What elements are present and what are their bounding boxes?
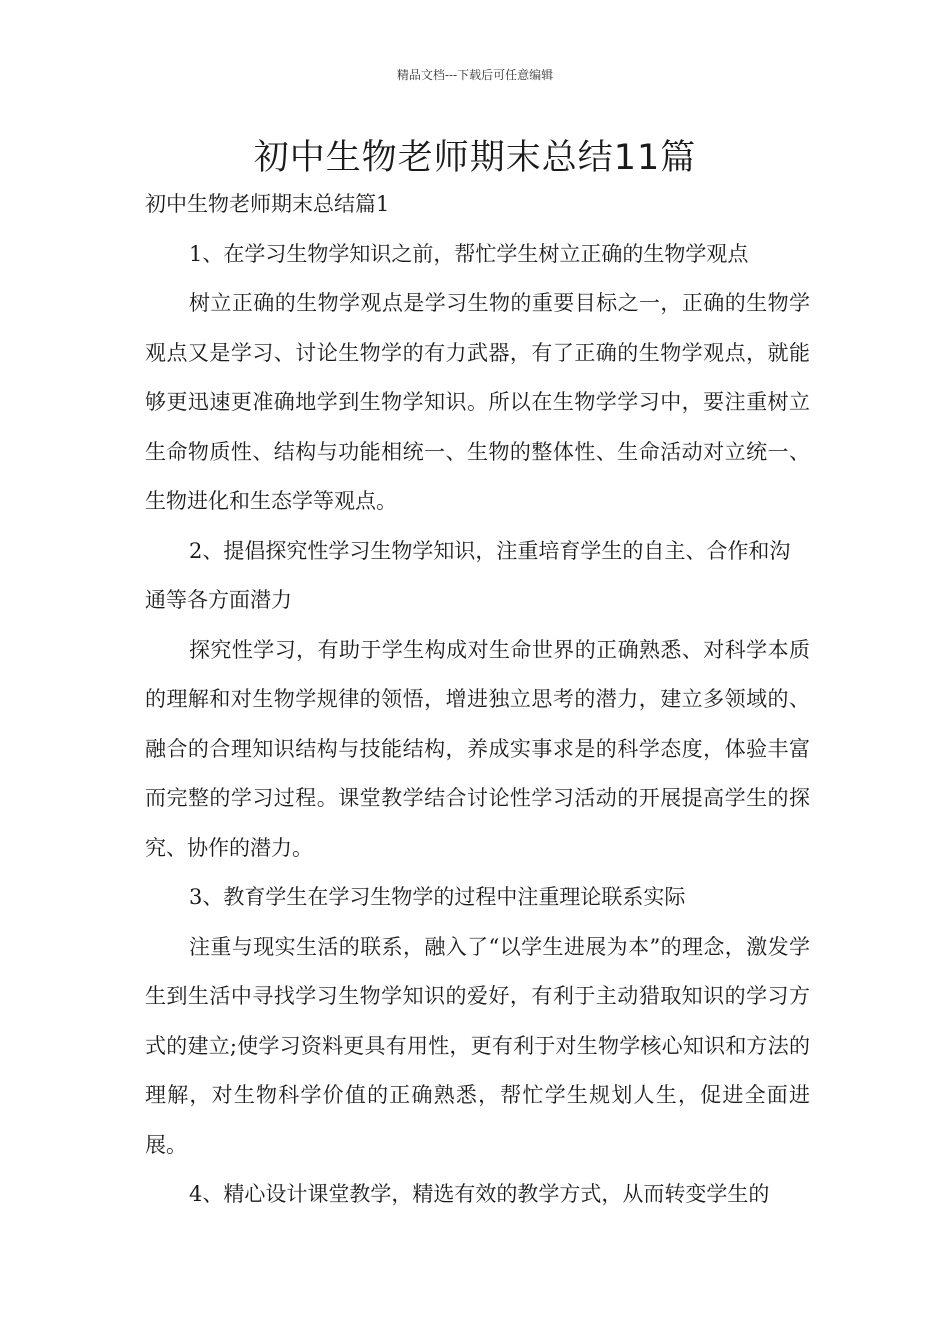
page-header-note: 精品文档---下载后可任意编辑 <box>396 68 554 82</box>
document-title: 初中生物老师期末总结11篇 <box>253 138 697 178</box>
section-4-heading: 4、精心设计课堂教学，精选有效的教学方式，从而转变学生的 <box>189 1182 770 1206</box>
document-subtitle: 初中生物老师期末总结篇1 <box>145 192 390 216</box>
section-1-paragraph: 树立正确的生物学观点是学习生物的重要目标之一，正确的生物学观点又是学习、讨论生物学的有力武器，有了正确的生物学观点，就能够更迅速更准确地学到生物学知识。所以在生物学学习中，要注重树立生命物质性、结构与功能相统一、生物的整体性、生命活动对立统一、生物进化和生态学等观点。 <box>145 291 810 513</box>
section-1-heading: 1、在学习生物学知识之前，帮忙学生树立正确的生物学观点 <box>189 241 749 266</box>
section-2-heading: 2、提倡探究性学习生物学知识，注重培育学生的自主、合作和沟通等各方面潜力 <box>145 538 791 612</box>
document-body <box>145 180 810 1220</box>
section-3-paragraph: 注重与现实生活的联系，融入了“以学生进展为本”的理念，激发学生到生活中寻找学习生物学知识的爱好，有利于主动猎取知识的学习方式的建立;使学习资料更具有用性，更有利于对生物学核心知识和方法的理解，对生物科学价值的正确熟悉，帮忙学生规划人生，促进全面进展。 <box>145 934 810 1157</box>
section-3-heading: 3、教育学生在学习生物学的过程中注重理论联系实际 <box>189 885 686 909</box>
section-2-paragraph: 探究性学习，有助于学生构成对生命世界的正确熟悉、对科学本质的理解和对生物学规律的领悟，增进独立思考的潜力，建立多领域的、融合的合理知识结构与技能结构，养成实事求是的科学态度，体验丰富而完整的学习过程。课堂教学结合讨论性学习活动的开展提高学生的探究、协作的潜力。 <box>145 637 810 860</box>
